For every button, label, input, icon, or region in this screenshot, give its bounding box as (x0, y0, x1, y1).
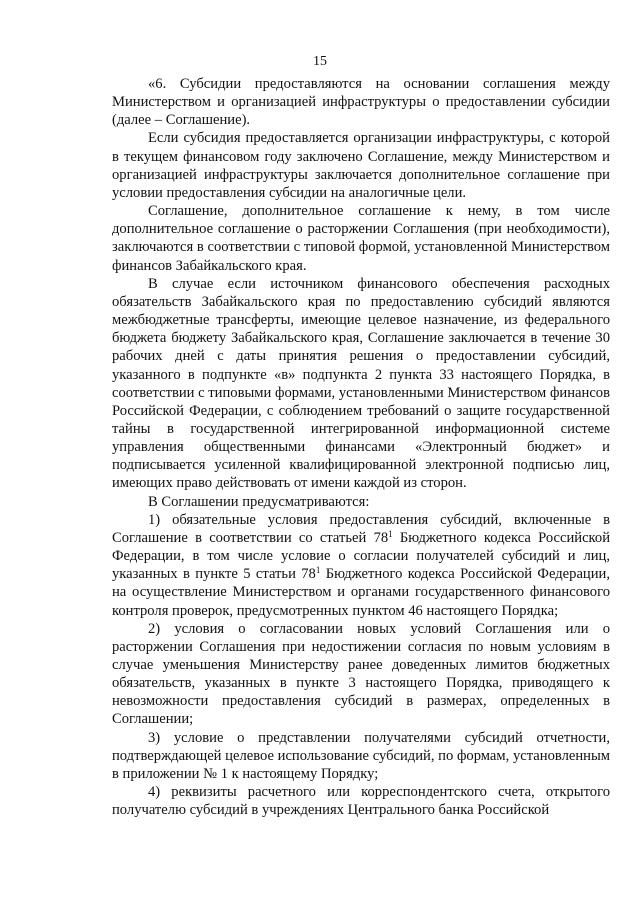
text-segment: Бюджетного кодекса Российской Федерации, на осуществление Министерством и органами государственного финансового контроля проверок, предусмотренных пунктом 46 настоящего Порядка; (112, 566, 611, 619)
page-number: 15 (313, 54, 327, 69)
list-item-mandatory-conditions (112, 511, 610, 620)
paragraph-standard-form: Соглашение, дополнительное соглашение к нему, в том числе дополнительное соглашение о расторжении Соглашения (при необходимости), заключаются в соответствии с типовой формой, установленной Министерством финансов Забайкальского края. (112, 203, 610, 274)
list-item-bank-details: 4) реквизиты расчетного или корреспондентского счета, открытого получателю субсидий в учреждениях Центрального банка Российской (112, 784, 610, 819)
paragraph-additional-agreement: Если субсидия предоставляется организации инфраструктуры, с которой в текущем финансовом году заключено Соглашение, между Министерством и организацией инфраструктуры заключается дополнительное соглашение при условии предоставления субсидии на аналогичные цели. (112, 130, 610, 201)
list-item-reporting: 3) условие о представлении получателями субсидий отчетности, подтверждающей целевое использование субсидий, по формам, установленным в приложении № 1 к настоящему Порядку; (112, 729, 610, 782)
superscript: 1 (315, 565, 321, 576)
document-body (112, 75, 610, 819)
paragraph-agreement-basis: «6. Субсидии предоставляются на основании соглашения между Министерством и организацией инфраструктуры о предоставлении субсидии (далее – Соглашение). (112, 76, 610, 129)
superscript: 1 (388, 528, 393, 539)
paragraph-federal-transfers: В случае если источником финансового обеспечения расходных обязательств Забайкальского края по предоставлению субсидий являются межбюджетные трансферты, имеющие целевое назначение, из федерального бюджета бюджету Забайкальского края, Соглашение заключается в течение 30 рабочих дней с даты принятия решения о предоставлении субсидий, указанного в подпункте «в» подпункта 2 пункта 33 настоящего Порядка, в соответствии с типовыми формами, установленными Министерством финансов Российской Федерации, с соблюдением требований о защите государственной тайны в государственной интегрированной информационной системе управления общественными финансами «Электронный бюджет» и подписывается усиленной квалифицированной электронной подписью лиц, имеющих право действовать от имени каждой из сторон. (112, 275, 610, 492)
list-item-new-conditions: 2) условия о согласовании новых условий Соглашения или о расторжении Соглашения при недостижении согласия по новым условиям в случае уменьшения Министерству ранее доведенных лимитов бюджетных обязательств, указанных в пункте 3 настоящего Порядка, приводящего к невозможности предоставления субсидий в размерах, определенных в Соглашении; (112, 620, 610, 728)
text-segment: 1) обязательные условия предоставления субсидий, включенные в Соглашение в соответствии со статьей 78 (112, 511, 610, 546)
text-segment: Бюджетного кодекса Российской Федерации, в том числе условие о согласии получателей субсидий и лиц, указанных в пункте 5 статьи 78 (112, 529, 611, 583)
paragraph-agreement-provisions: В Соглашении предусматриваются: (148, 493, 370, 510)
